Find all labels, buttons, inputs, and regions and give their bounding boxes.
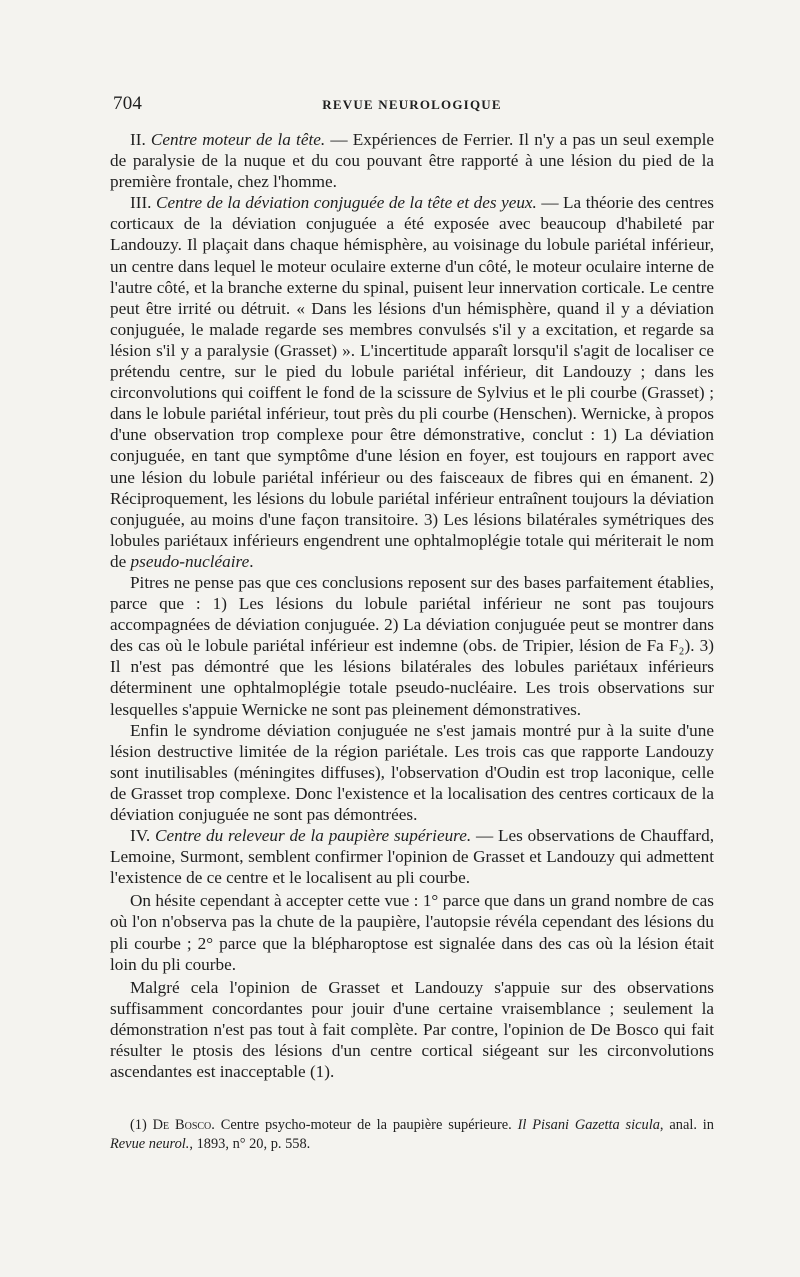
paragraph-text: Malgré cela l'opinion de Grasset et Landouzy s'appuie sur des observations suffisamment concordantes pour jouir d'une certaine vraisemblance ; seulement la démonstration n'est pas tout à fait complète. Par contre, l'opinion de De Bosco qui fait résulter le ptosis des lésions d'un centre cortical siégeant sur les circonvolutions ascendantes est inacceptable (1). bbox=[110, 977, 714, 1082]
paragraph-text: Enfin le syndrome déviation conjuguée ne s'est jamais montré pur à la suite d'une lésion destructive limitée de la région pariétale. Les trois cas que rapporte Landouzy sont inutilisables (méningites diffuses), l'observation d'Oudin est trop laconique, celle de Grasset trop complexe. Donc l'existence et la localisation des centres corticaux de la déviation conjuguée ne sont pas démontrées. bbox=[110, 720, 714, 824]
section-heading: Centre moteur de la tête. bbox=[150, 130, 326, 149]
footnote-citation: , 1893, n° 20, p. 558. bbox=[189, 1136, 311, 1152]
section-heading: Centre de la déviation conjuguée de la tête et des yeux. bbox=[155, 193, 537, 213]
paragraph-deviation-conjuguee bbox=[110, 192, 714, 572]
paragraph-centre-moteur-tete bbox=[110, 129, 714, 192]
footnote-author: De Bosco bbox=[152, 1117, 212, 1133]
footnote-text-part: , anal. in bbox=[659, 1117, 714, 1133]
footnote bbox=[110, 1116, 714, 1154]
section-heading: Centre du releveur de la paupière supérieure. bbox=[155, 826, 472, 846]
paragraph-releveur-paupiere bbox=[110, 825, 714, 888]
running-title: REVUE NEUROLOGIQUE bbox=[322, 97, 502, 112]
section-number: II. bbox=[130, 130, 151, 149]
paragraph-text: . bbox=[249, 551, 254, 571]
page-number: 704 bbox=[113, 93, 143, 114]
footnote-marker: (1) bbox=[130, 1117, 153, 1133]
body-text bbox=[110, 129, 714, 1082]
paragraph-pitres bbox=[110, 572, 714, 720]
footnote-review: Revue neurol. bbox=[110, 1136, 190, 1152]
paragraph-text: Pitres ne pense pas que ces conclusions reposent sur des bases parfaitement établies, parce que : 1) Les lésions du lobule pariétal inférieur ne sont pas toujours accompagnées de déviation conjuguée. 2) La déviation conjuguée peut se montrer dans des cas où le lobule pariétal inférieur est indemne (obs. de Tripier, lésion de Fa F₂). 3) Il n'est pas démontré que les lésions bilatérales des lobules pariétaux inférieurs déterminent une ophtalmoplégie totale pseudo-nucléaire. Les trois observations sur lesquelles s'appuie Wernicke ne sont pas pleinement démonstratives. bbox=[110, 572, 714, 719]
section-number: III. bbox=[130, 193, 156, 213]
paragraph-on-hesite bbox=[110, 890, 714, 974]
paragraph-text: — Expériences de Ferrier. Il n'y a pas un seul exemple de paralysie de la nuque et du cou pouvant être rapporté à une lésion du pied de la première frontale, chez l'homme. bbox=[110, 130, 714, 192]
footnote-text bbox=[110, 1116, 714, 1154]
page-header bbox=[110, 93, 714, 115]
section-number: IV. bbox=[130, 826, 156, 846]
paragraph-enfin bbox=[110, 720, 714, 825]
paragraph-text: On hésite cependant à accepter cette vue : 1° parce que dans un grand nombre de cas où l'on n'observa pas la chute de la paupière, l'autopsie révéla cependant des lésions du pli courbe ; 2° parce que la blépharoptose est signalée dans des cas où la lésion était loin du pli courbe. bbox=[110, 891, 714, 974]
footnote-journal: Il Pisani Gazetta sicula bbox=[517, 1117, 660, 1133]
paragraph-malgre bbox=[110, 977, 714, 1082]
italic-term: pseudo-nucléaire bbox=[130, 551, 250, 571]
paragraph-text: — La théorie des centres corticaux de la déviation conjuguée a été exposée avec beaucoup d'habileté par Landouzy. Il plaçait dans chaque hémisphère, au voisinage du lobule pariétal inférieur, un centre dans lequel le moteur oculaire externe d'un côté, le moteur oculaire interne de l'autre côté, et la branche externe du spinal, puisent leur innervation corticale. Le centre peut être irrité ou détruit. « Dans les lésions d'un hémisphère, quand il y a déviation conjuguée, le malade regarde ses membres convulsés s'il y a excitation, et regarde sa lésion s'il y a paralysie (Grasset) ». L'incertitude apparaît lorsqu'il s'agit de localiser ce prétendu centre, sur le pied du lobule pariétal inférieur, dit Landouzy ; dans les circonvolutions qui coiffent le fond de la scissure de Sylvius et le pli courbe (Grasset) ; dans le lobule pariétal inférieur, tout près du pli courbe (Henschen). Wernicke, à propos d'une observation trop complexe pour être démonstrative, conclut : 1) La déviation conjuguée, en tant que symptôme d'une lésion en foyer, est toujours en rapport avec une lésion du lobule pariétal inférieur ou des faisceaux de fibres qui en émanent. 2) Réciproquement, les lésions du lobule pariétal inférieur entraînent toujours la déviation conjuguée, au moins d'une façon transitoire. 3) Les lésions bilatérales symétriques des lobules pariétaux inférieurs engendrent une ophtalmoplégie totale qui mériterait le nom de bbox=[110, 193, 715, 571]
footnote-title: . Centre psycho-moteur de la paupière supérieure. bbox=[211, 1117, 518, 1133]
paragraph-text: — Les observations de Chauffard, Lemoine, Surmont, semblent confirmer l'opinion de Grasset et Landouzy qui admettent l'existence de ce centre et le localisent au pli courbe. bbox=[110, 826, 715, 888]
